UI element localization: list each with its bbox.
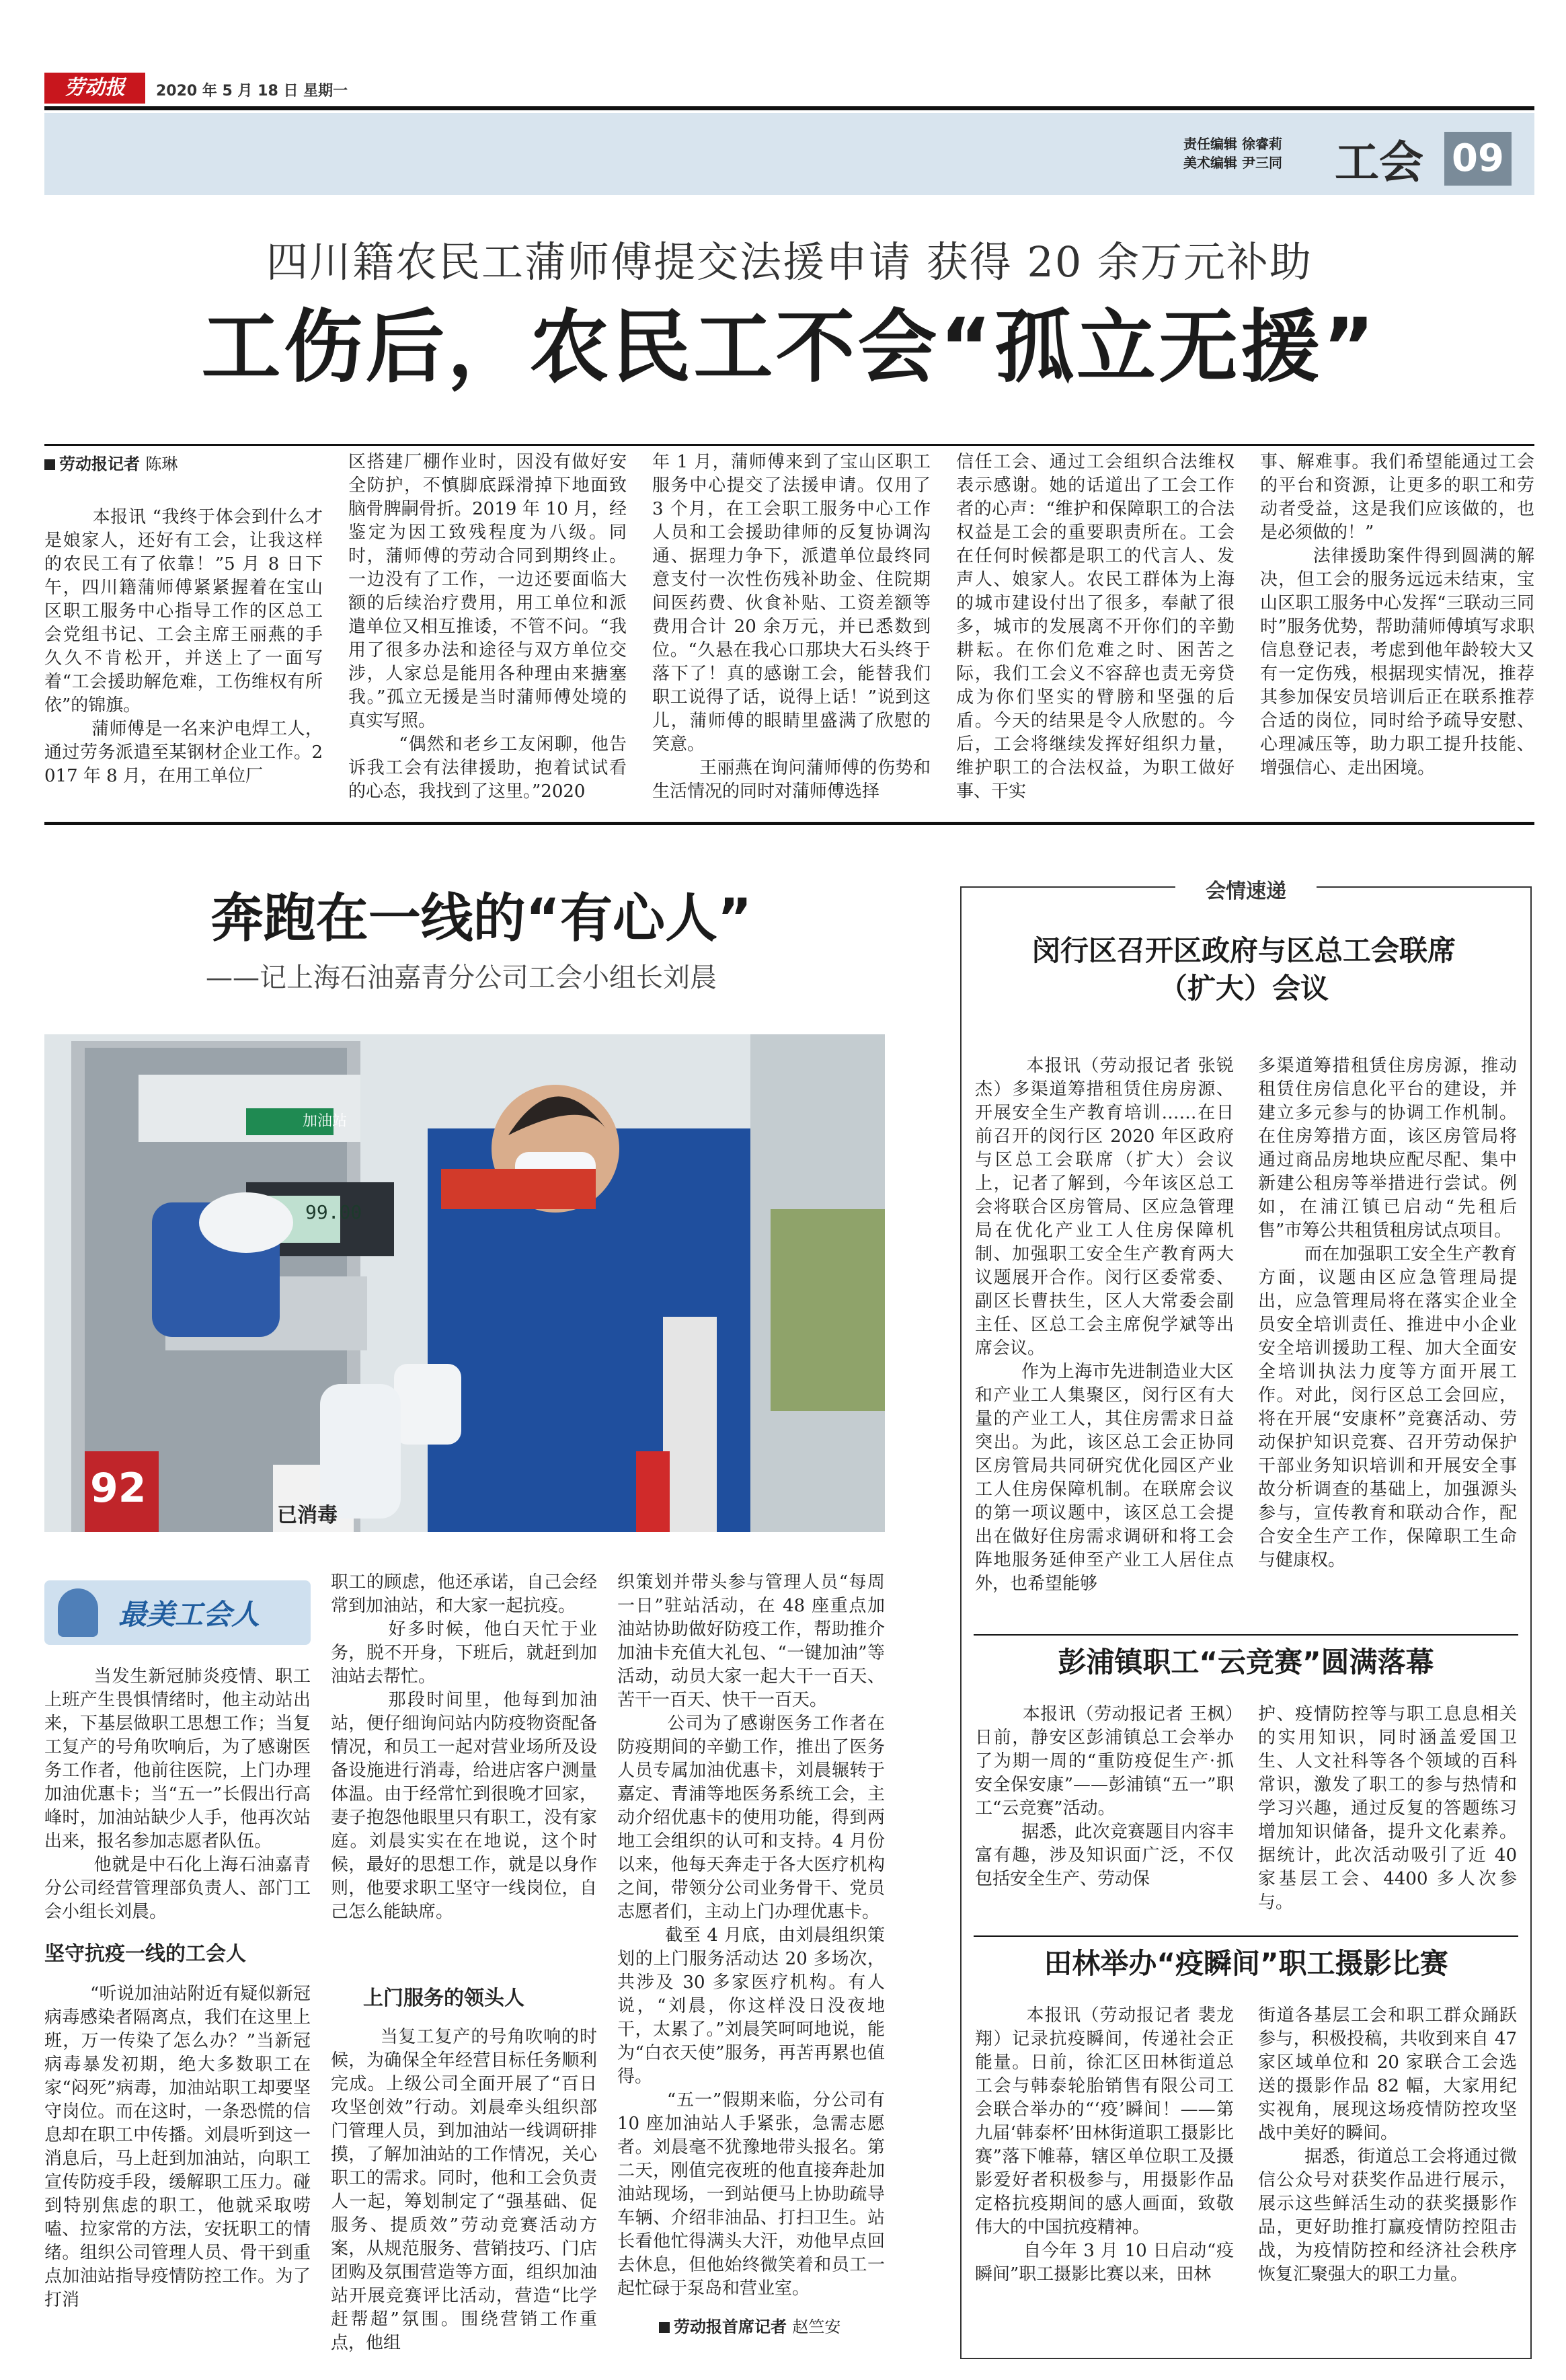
byline-label: 劳动报首席记者 [674,2317,787,2336]
story2-heading-1: 坚守抗疫一线的工会人 [44,1942,246,1966]
byline-label: 劳动报记者 [59,455,140,473]
photo-fuel-sign: 加油站 [302,1113,347,1130]
story1-byline [44,451,178,474]
story1-column-1: 本报讯 “我终于体会到什么才是娘家人，还好有工会，让我这样的农民工有了依靠！”5 月 8 日下午，四川籍蒲师傅紧紧握着在宝山区职工服务中心指导工作的区总工会党组书记、工会主席王丽燕的手久久不肯松开，并送上了一面写着“工会援助解危难，工伤维权有所依”的锦旗。 蒲师傅是一名来沪电焊工人，通过劳务派遣至某钢材企业工作。2017 年 8 月，在用工单位厂 [44,507,323,786]
badge-figure-icon [58,1588,98,1637]
story2-column-2-bottom: 当复工复产的号角吹响的时候，为确保全年经营目标任务顺利完成。上级公司全面开展了“百日攻坚创效”行动。刘晨牵头组织部门管理人员，到加油站一线调研排摸，了解加油站的工作情况，关心职工的需求。同时，他和工会负责人一起，筹划制定了“强基础、促服务、提质效”劳动竞赛活动方案，从规范服务、营销技巧、门店团购及氛围营造等方面，组织加油站开展竞赛评比活动，营造“比学赶帮超”氛围。围绕营销工作重点，他组 [331,2027,597,2353]
story1-column-5: 事、解难事。我们希望能通过工会的平台和资源，让更多的职工和劳动者受益，这是我们应该做的，也是必须做的！” 法律援助案件得到圆满的解决，但工会的服务远远未结束，宝山区职工服务中心发挥“三联动三同时”服务优势，帮助蒲师傅填写求职信息登记表，考虑到他年龄较大又有一定伤残，根据现实情况，推荐其参加保安员培训后正在联系推荐合适的岗位，同时给予疏导安慰、心理减压等，助力职工提升技能、增强信心、走出困境。 [1260,452,1534,778]
photo-disinfect-label: 已消毒 [277,1504,338,1527]
story2-heading-2: 上门服务的领头人 [363,1987,524,2010]
story1-column-3: 年 1 月，蒲师傅来到了宝山区职工服务中心提交了法援申请。仅用了 3 个月，在工会职工服务中心工作人员和工会援助律师的反复协调沟通、据理力争下，派遣单位最终同意支付一次性伤残补助金、住院期间医药费、伙食补贴、工资差额等费用合计 20 余万元，并已悉数到位。“久悬在我心口那块大石头终于落下了！真的感谢工会，能替我们职工说得了话，说得上话！”说到这儿，蒲师傅的眼睛里盛满了欣慰的笑意。 王丽燕在询问蒲师傅的伤势和生活情况的同时对蒲师傅选择 [652,452,931,802]
sidebar-news-2-column-1: 本报讯（劳动报记者 王枫）日前，静安区彭浦镇总工会举办了为期一周的“重防疫促生产·抓安全保安康”——彭浦镇“五一”职工“云竞赛”活动。 据悉，此次竞赛题目内容丰富有趣，涉及知识面广泛，不仅包括安全生产、劳动保 [975,1704,1234,1889]
section-name: 工会 [1335,136,1423,188]
story1-subheadline: 四川籍农民工蒲师傅提交法援申请 获得 20 余万元补助 [266,237,1313,286]
byline-square-icon [44,459,55,470]
byline-name: 赵竺安 [792,2317,841,2336]
byline-square-icon [659,2322,670,2333]
sidebar-divider-1 [974,1634,1518,1636]
story2-column-1-top: 当发生新冠肺炎疫情、职工上班产生畏惧情绪时，他主动站出来，下基层做职工思想工作；当复工复产的号角吹响后，为了感谢医务工作者，他前往医院，上门办理加油优惠卡；当“五一”长假出行高峰时，加油站缺少人手，他再次站出来，报名参加志愿者队伍。 他就是中石化上海石油嘉青分公司经营管理部负责人、部门工会小组长刘晨。 [44,1666,311,1922]
story1-column-4: 信任工会、通过工会组织合法维权表示感谢。她的话道出了工会工作者的心声：“维护和保障职工的合法权益是工会的重要职责所在。工会在任何时候都是职工的代言人、发声人、娘家人。农民工群体为上海的城市建设付出了很多，奉献了很多，城市的发展离不开你们的辛勤耕耘。在你们危难之时、困苦之际，我们工会义不容辞也责无旁贷成为你们坚实的臂膀和坚强的后盾。今天的结果是令人欣慰的。今后，工会将继续发挥好组织力量，维护职工的合法权益，为职工做好事、干实 [956,452,1235,802]
story2-byline [659,2313,840,2337]
story2-column-2-top: 职工的顾虑，他还承诺，自己会经常到加油站，和大家一起抗疫。 好多时候，他白天忙于业务，脱不开身，下班后，就赶到加油站去帮忙。 那段时间里，他每到加油站，便仔细询问站内防疫物资配备情况，和员工一起对营业场所及设备设施进行消毒，给进店客户测量体温。由于经常忙到很晚才回家，妻子抱怨他眼里只有职工，没有家庭。刘晨实实在在地说，这个时候，最好的思想工作，就是以身作则，他要求职工坚守一线岗位，自己怎么能缺席。 [331,1572,597,1922]
sidebar-news-2-title: 彭浦镇职工“云竞赛”圆满落幕 [1058,1646,1434,1679]
story2-photo [44,1034,885,1532]
sidebar-news-1-column-2: 多渠道筹措租赁住房房源，推动租赁住房信息化平台的建设，并建立多元参与的协调工作机制。在住房筹措方面，该区房管局将通过商品房地块应配尽配、集中新建公租房等举措进行尝试。例如，在浦江镇已启动“先租后售”市筹公共租赁租房试点项目。 而在加强职工安全生产教育方面，议题由区应急管理局提出，应急管理局将在落实企业全员安全培训责任、推进中小企业安全培训援助工程、加大全面安全培训执法力度等方面开展工作。对此，闵行区总工会回应，将在开展“安康杯”竞赛活动、劳动保护知识竞赛、召开劳动保护干部业务知识培训和开展安全事故分析调查的基础上，加强源头参与，宣传教育和联动合作，配合安全生产工作，保障职工生命与健康权。 [1258,1056,1517,1570]
issue-date [156,79,348,100]
story2-column-1-bottom: “听说加油站附近有疑似新冠病毒感染者隔离点，我们在这里上班，万一传染了怎么办？”当新冠病毒暴发初期，绝大多数职工在家“闷死”病毒，加油站职工却要坚守岗位。而在这时，一条恐慌的信息却在职工中传播。刘晨听到这一消息后，马上赶到加油站，向职工宣传防疫手段，缓解职工压力。碰到特别焦虑的职工，他就采取唠嗑、拉家常的方法，安抚职工的情绪。组织公司管理人员、骨干到重点加油站指导疫情防控工作。为了打消 [44,1984,311,2310]
story1-bottom-rule [44,822,1534,825]
masthead-logo: 劳动报 [44,73,145,104]
story2-column-3: 织策划并带头参与管理人员“每周一日”驻站活动，在 48 座重点加油站协助做好防疫工作，帮助推介加油卡充值大礼包、“一键加油”等活动，动员大家一起大干一百天、苦干一百天、快干一百天。 公司为了感谢医务工作者在防疫期间的辛勤工作，推出了医务人员专属加油优惠卡，刘晨辗转于嘉定、青浦等地医务系统工会，主动介绍优惠卡的使用功能，得到两地工会组织的认可和支持。4 月份以来，他每天奔走于各大医疗机构之间，带领分公司业务骨干、党员志愿者们，主动上门办理优惠卡。 截至 4 月底，由刘晨组织策划的上门服务活动达 20 多场次，共涉及 30 多家医疗机构。有人说，“刘晨，你这样没日没夜地干，太累了。”刘晨笑呵呵地说，能为“白衣天使”服务，再苦再累也值得。 “五一”假期来临，分公司有 10 座加油站人手紧张，急需志愿者。刘晨毫不犹豫地带头报名。第二天，刚值完夜班的他直接奔赴加油站现场，一到站便马上协助疏导车辆、介绍非油品、打扫卫生。站长看他忙得满头大汗，劝他早点回去休息，但他始终微笑着和员工一起忙碌于泵岛和营业室。 [617,1572,885,2299]
weekday-text: 星期一 [303,83,348,100]
editor-line: 责任编辑 徐睿莉 [1183,136,1282,152]
best-union-badge [44,1580,311,1645]
page-number: 09 [1444,132,1512,186]
art-editor-line: 美术编辑 尹三同 [1183,155,1282,171]
gas-station-photo [44,1034,885,1532]
sidebar-news-3-column-2: 街道各基层工会和职工群众踊跃参与，积极投稿，共收到来自 47 家区域单位和 20 家联合工会选送的摄影作品 82 幅，大家用纪实视角，展现这场疫情防控攻坚战中美好的瞬间。 据悉，街道总工会将通过微信公众号对获奖作品进行展示，展示这些鲜活生动的获奖摄影作品，更好助推打赢疫情防控阻击战，为疫情防控和经济社会秩序恢复汇聚强大的职工力量。 [1258,2005,1517,2285]
story1-headline: 工伤后，农民工不会“孤立无援” [201,301,1378,393]
sidebar-label: 会情速递 [1175,874,1317,904]
sidebar-divider-2 [974,1935,1518,1937]
sidebar-news-1-title: 闵行区召开区政府与区总工会联席（扩大）会议 [1031,934,1456,1005]
sidebar-news-1-column-1: 本报讯（劳动报记者 张锐杰）多渠道筹措租赁住房房源、开展安全生产教育培训……在日前召开的闵行区 2020 年区政府与区总工会联席（扩大）会议上，记者了解到，今年该区总工会将联合区房管局、区应急管理局在优化产业工人住房保障机制、加强职工安全生产教育两大议题展开合作。闵行区委常委、副区长曹扶生，区人大常委会副主任、区总工会主席倪学斌等出席会议。 作为上海市先进制造业大区和产业工人集聚区，闵行区有大量的产业工人，其住房需求日益突出。为此，该区总工会正协同区房管局共同研究优化园区产业工人住房保障机制。在联席会议的第一项议题中，该区总工会提出在做好住房需求调研和将工会阵地服务延伸至产业工人居住点外，也希望能够 [975,1056,1234,1594]
badge-text: 最美工会人 [118,1598,260,1631]
masthead-rule [44,106,1534,110]
photo-pump-display: 99.00 [305,1201,362,1223]
story1-column-2: 区搭建厂棚作业时，因没有做好安全防护，不慎脚底踩滑掉下地面致脑骨脾嗣骨折。2019 年 10 月，经鉴定为因工致残程度为八级。同时，蒲师傅的劳动合同到期终止。一边没有了工作，一边还要面临大额的后续治疗费用，用工单位和派遣单位又相互推诿，不管不问。“我用了很多办法和途径与双方单位交涉，人家总是能用各种理由来搪塞我。”孤立无援是当时蒲师傅处境的真实写照。 “偶然和老乡工友闲聊，他告诉我工会有法律援助，抱着试试看的心态，我找到了这里。”2020 [348,452,627,802]
editor-credits [1183,135,1282,172]
sidebar-news-3-column-1: 本报讯（劳动报记者 裴龙翔）记录抗疫瞬间，传递社会正能量。日前，徐汇区田林街道总工会与韩泰轮胎销售有限公司工会联合举办的“‘疫’瞬间！——第九届‘韩泰杯’田林街道职工摄影比赛”落下帷幕，辖区单位职工及摄影爱好者积极参与，用摄影作品定格抗疫期间的感人画面，致敬伟大的中国抗疫精神。 自今年 3 月 10 日启动“疫瞬间”职工摄影比赛以来，田林 [975,2005,1234,2285]
photo-92-label: 92 [90,1465,147,1512]
story2-subheadline: ——记上海石油嘉青分公司工会小组长刘晨 [206,962,717,993]
header-band [44,113,1534,195]
story1-top-rule [44,444,1534,446]
sidebar-news-2-column-2: 护、疫情防控等与职工息息相关的实用知识，同时涵盖爱国卫生、人文社科等各个领域的百科常识，激发了职工的参与热情和学习兴趣，通过反复的答题练习增加知识储备，提升文化素养。据统计，此次活动吸引了近 40 家基层工会、4400 多人次参与。 [1258,1704,1523,1913]
sidebar-news-3-title: 田林举办“疫瞬间”职工摄影比赛 [1044,1947,1448,1980]
date-text: 2020 年 5 月 18 日 [156,83,299,100]
story2-headline: 奔跑在一线的“有心人” [210,888,752,949]
byline-name: 陈琳 [145,455,178,473]
